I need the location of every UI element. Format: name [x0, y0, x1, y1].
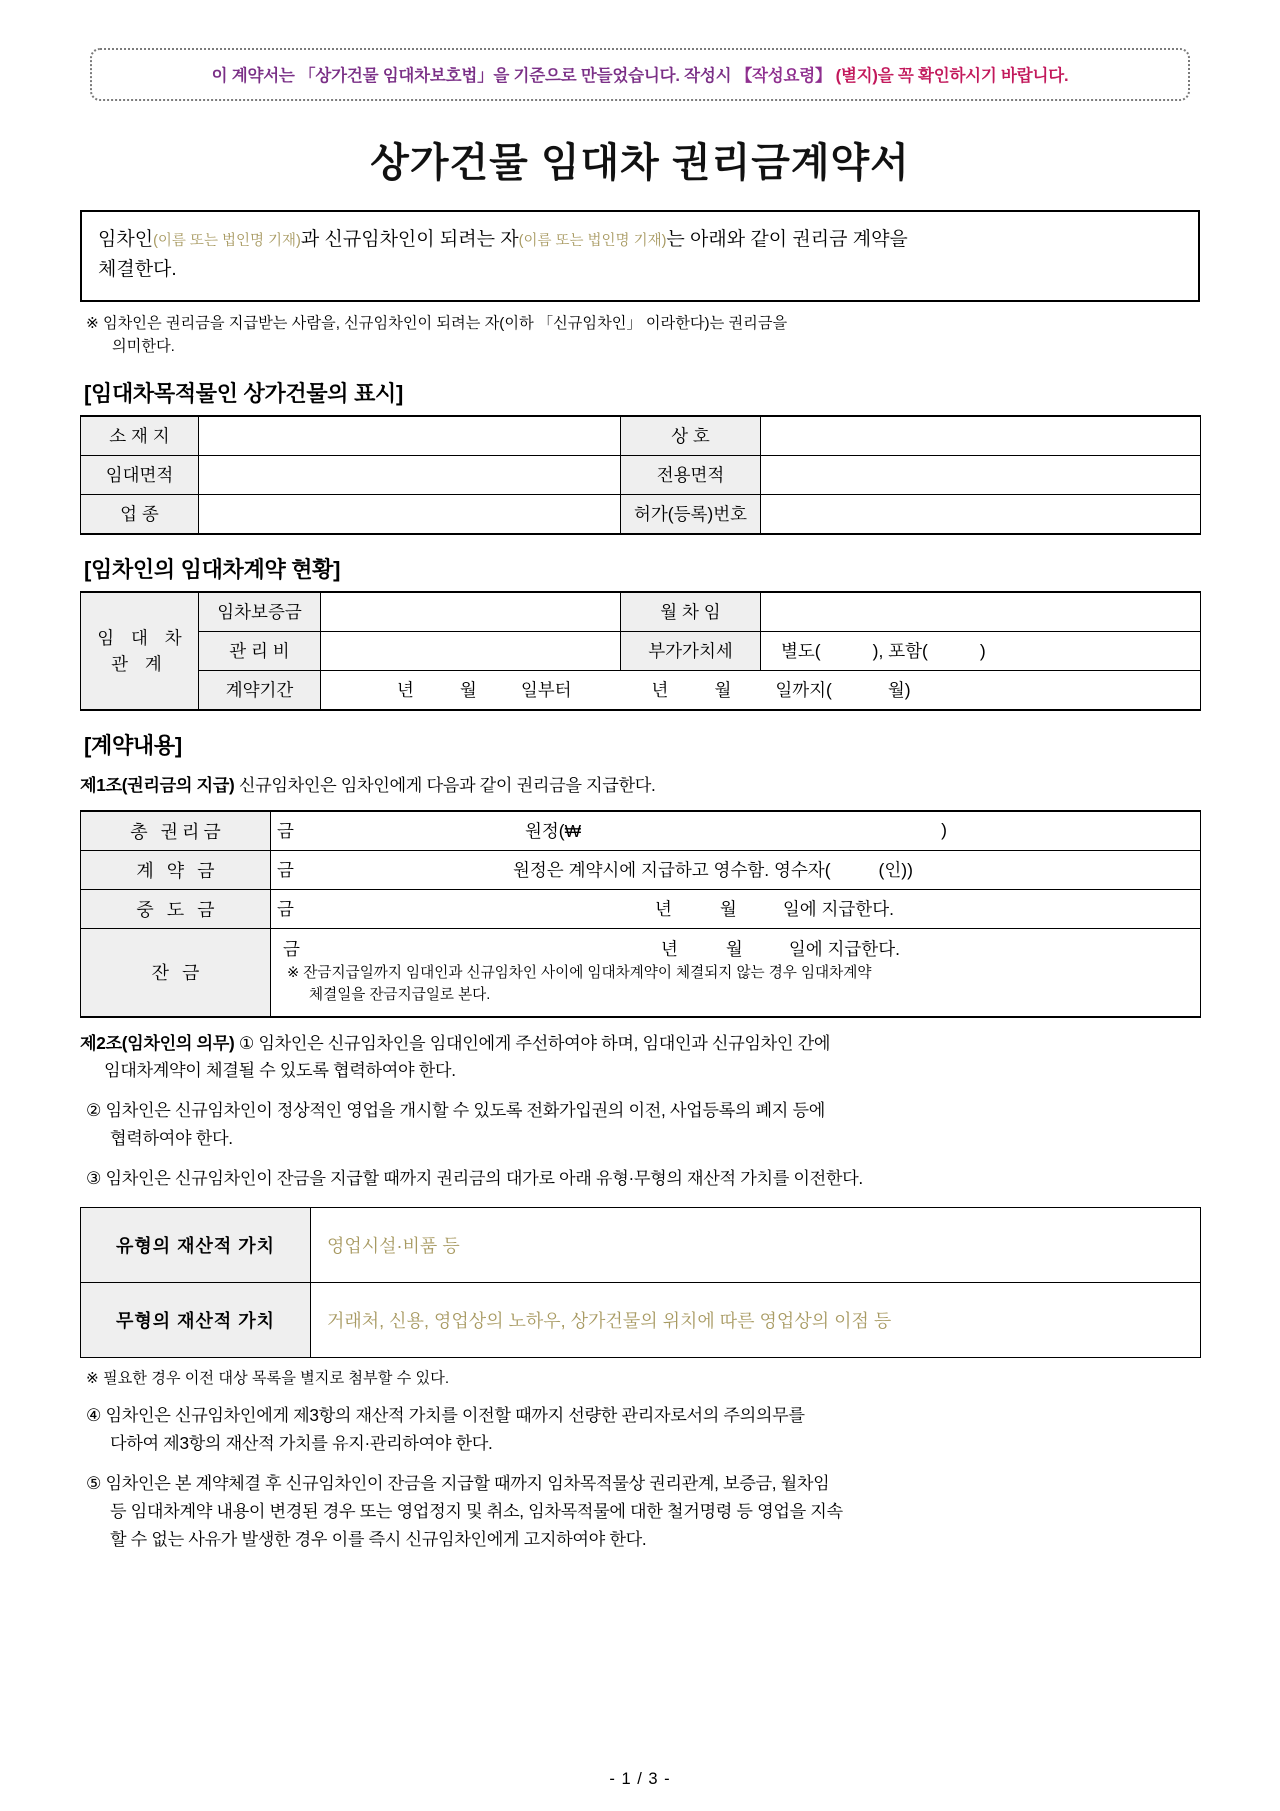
section-heading-property: [임대차목적물인 상가건물의 표시]: [84, 380, 404, 406]
asset-footnote-text: 필요한 경우 이전 대상 목록을 별지로 첨부할 수 있다.: [102, 1369, 450, 1387]
label-balance-payment: 잔 금: [81, 928, 271, 1016]
label-total-premium: 총 권리금: [81, 811, 271, 851]
page-footer: - 1 / 3 -: [609, 1770, 671, 1788]
article-1-text: 신규임차인은 임차인에게 다음과 같이 권리금을 지급한다.: [234, 774, 656, 795]
section-heading-contract-content: [계약내용]: [84, 732, 182, 758]
vat-close-paren: ): [979, 641, 986, 662]
balance-payment-year: 년: [661, 938, 678, 959]
notice-text-part3: (별지)을 꼭 확인하시기 바랍니다.: [831, 67, 1069, 85]
article-2-clause-4: [80, 1402, 1200, 1458]
field-exclusive-area[interactable]: [761, 455, 1201, 494]
label-lease-relation-line1: 임 대 차: [97, 627, 188, 648]
asset-value-table: [80, 1207, 1201, 1358]
period-day-to: 일까지(: [775, 680, 832, 701]
contract-period-inner: [327, 677, 1194, 702]
field-tangible-assets[interactable]: 영업시설·비품 등: [311, 1207, 1201, 1282]
period-month-to: 월: [714, 680, 732, 701]
period-year-from: 년: [397, 680, 414, 701]
table-row: [81, 494, 1201, 534]
interim-payment-day: 일에 지급한다.: [782, 899, 894, 920]
article-2-label: 제2조(임차인의 의무): [80, 1032, 235, 1053]
table-row: [81, 631, 1201, 670]
table-row: [81, 455, 1201, 494]
notice-text-part1: 이 계약서는 「상가건물 임대차보호법」을 기준으로 만들었습니다. 작성시: [211, 67, 736, 85]
table-row: [81, 670, 1201, 710]
balance-payment-geum: 금: [283, 938, 300, 959]
label-permit-number: 허가(등록)번호: [621, 494, 761, 534]
field-balance-payment[interactable]: [271, 928, 1201, 1016]
total-premium-close: ): [941, 820, 947, 841]
interim-payment-row: [277, 896, 1194, 921]
field-vat[interactable]: [761, 631, 1201, 670]
field-lease-area[interactable]: [199, 455, 621, 494]
article-2-clause-2: [80, 1097, 1200, 1153]
balance-note-line2: 체결일을 잔금지급일로 본다.: [309, 986, 491, 1003]
field-down-payment[interactable]: [271, 850, 1201, 889]
field-interim-payment[interactable]: [271, 889, 1201, 928]
article-2-clause4-line2: 다하여 제3항의 재산적 가치를 유지·관리하여야 한다.: [110, 1433, 493, 1454]
total-premium-row: [277, 818, 1194, 843]
label-trade-name: 상 호: [621, 416, 761, 456]
article-2-clause-3: [80, 1165, 1200, 1193]
balance-payment-month: 월: [725, 938, 743, 959]
intro-seg2: 과 신규임차인이 되려는 자: [300, 229, 519, 250]
label-vat: 부가가치세: [621, 631, 761, 670]
article-2-clause2-line1: ② 임차인은 신규임차인이 정상적인 영업을 개시할 수 있도록 전화가입권의 이전, 사업등록의 폐지 등에: [86, 1100, 825, 1121]
balance-payment-day: 일에 지급한다.: [788, 938, 900, 959]
table-row: [81, 416, 1201, 456]
intro-annotation-2: (이름 또는 법인명 기재): [518, 233, 667, 249]
label-lease-relation: [81, 592, 199, 710]
balance-note-line1: 잔금지급일까지 임대인과 신규임차인 사이에 임대차계약이 체결되지 않는 경우 임대차계약: [303, 964, 872, 981]
down-payment-text: 원정은 계약시에 지급하고 영수함. 영수자(: [513, 860, 831, 881]
interim-payment-geum: 금: [277, 899, 294, 920]
premium-payment-table: [80, 810, 1201, 1018]
section-heading-lease-status: [임차인의 임대차계약 현황]: [84, 556, 341, 582]
label-lease-area: 임대면적: [81, 455, 199, 494]
intro-seg3: 는 아래와 같이 권리금 계약을: [666, 229, 908, 250]
lease-status-table: [80, 591, 1201, 711]
article-2-clause1-line1: ① 임차인은 신규임차인을 임대인에게 주선하여야 하며, 임대인과 신규임차인 간에: [234, 1032, 831, 1053]
period-year-to: 년: [651, 680, 669, 701]
footnote-mark: ※: [86, 314, 99, 332]
table-row: [81, 889, 1201, 928]
article-2-clause5-line3: 할 수 없는 사유가 발생한 경우 이를 즉시 신규임차인에게 고지하여야 한다.: [110, 1528, 647, 1549]
label-contract-period: 계약기간: [199, 670, 321, 710]
balance-note-mark: ※: [287, 964, 300, 981]
vat-included-label: ), 포함(: [872, 641, 928, 662]
balance-payment-note: [277, 963, 1194, 1014]
label-address: 소 재 지: [81, 416, 199, 456]
table-row: [81, 592, 1201, 632]
intro-seg4: 체결한다.: [98, 259, 177, 281]
page-content: [80, 0, 1200, 1554]
interim-payment-month: 월: [719, 899, 737, 920]
intro-annotation-1: (이름 또는 법인명 기재): [153, 233, 301, 249]
label-deposit: 임차보증금: [199, 592, 321, 632]
intro-seg1: 임차인: [98, 229, 154, 250]
down-payment-row: [277, 857, 1194, 882]
field-address[interactable]: [199, 416, 621, 456]
label-down-payment: 계 약 금: [81, 850, 271, 889]
asset-footnote-mark: ※: [86, 1369, 99, 1387]
field-trade-name[interactable]: [761, 416, 1201, 456]
article-2-clause-1: [80, 1030, 1200, 1086]
vat-options: [767, 641, 986, 661]
label-lease-relation-line2: 관 계: [111, 653, 168, 674]
field-business-type[interactable]: [199, 494, 621, 534]
label-exclusive-area: 전용면적: [621, 455, 761, 494]
down-payment-receiver-seal: (인)): [878, 860, 913, 881]
article-2-clause5-line2: 등 임대차계약 내용이 변경된 경우 또는 영업정지 및 취소, 임차목적물에 대한 철거명령 등 영업을 지속: [110, 1500, 843, 1521]
field-total-premium[interactable]: [271, 811, 1201, 851]
label-intangible-assets: 무형의 재산적 가치: [81, 1282, 311, 1357]
article-2-clause5-line1: ⑤ 임차인은 본 계약체결 후 신규임차인이 잔금을 지급할 때까지 임차목적물상 권리관계, 보증금, 월차임: [86, 1473, 830, 1494]
intro-footnote: [80, 312, 1200, 359]
table-row: [81, 811, 1201, 851]
field-deposit[interactable]: [321, 592, 621, 632]
article-2-clause2-line2: 협력하여야 한다.: [110, 1128, 233, 1149]
intro-statement-box: [80, 210, 1200, 302]
total-premium-geum: 금: [277, 821, 294, 842]
label-business-type: 업 종: [81, 494, 199, 534]
footnote-line2: 의미한다.: [112, 338, 175, 356]
field-permit-number[interactable]: [761, 494, 1201, 534]
interim-payment-year: 년: [655, 899, 672, 920]
article-2-clause1-line2: 임대차계약이 체결될 수 있도록 협력하여야 한다.: [104, 1060, 456, 1081]
table-row: [81, 928, 1201, 1016]
period-day-from: 일부터: [520, 680, 572, 701]
field-management-fee[interactable]: [321, 631, 621, 670]
down-payment-geum: 금: [277, 860, 294, 881]
footnote-line1: 임차인은 권리금을 지급받는 사람을, 신규임차인이 되려는 자(이하 「신규임차인」 이라한다)는 권리금을: [102, 314, 788, 332]
total-premium-unit: 원정(₩: [525, 821, 582, 842]
period-months-total: 월): [887, 680, 911, 701]
label-management-fee: 관 리 비: [199, 631, 321, 670]
table-row: [81, 1207, 1201, 1282]
notice-text-highlight: 【작성요령】: [735, 67, 832, 85]
label-tangible-assets: 유형의 재산적 가치: [81, 1207, 311, 1282]
article-1-label: 제1조(권리금의 지급): [80, 774, 235, 795]
period-month-from: 월: [459, 680, 477, 701]
article-2-clause4-line1: ④ 임차인은 신규임차인에게 제3항의 재산적 가치를 이전할 때까지 선량한 관리자로서의 주의의무를: [86, 1405, 805, 1426]
notice-banner-text: [212, 67, 1069, 85]
table-row: [81, 1282, 1201, 1357]
label-monthly-rent: 월 차 임: [621, 592, 761, 632]
page-title: 상가건물 임대차 권리금계약서: [370, 141, 910, 185]
article-1-paragraph: [80, 772, 1200, 800]
label-interim-payment: 중 도 금: [81, 889, 271, 928]
field-monthly-rent[interactable]: [761, 592, 1201, 632]
field-contract-period[interactable]: [321, 670, 1201, 710]
property-info-table: [80, 415, 1201, 535]
asset-table-footnote: [80, 1367, 1200, 1391]
field-intangible-assets[interactable]: 거래처, 신용, 영업상의 노하우, 상가건물의 위치에 따른 영업상의 이점 등: [311, 1282, 1201, 1357]
article-2-clause3-text: ③ 임차인은 신규임차인이 잔금을 지급할 때까지 권리금의 대가로 아래 유형·무형의 재산적 가치를 이전한다.: [86, 1167, 863, 1188]
article-2-clause-5: [80, 1470, 1200, 1554]
notice-banner: [90, 48, 1190, 101]
table-row: [81, 850, 1201, 889]
vat-separate-label: 별도(: [781, 641, 821, 662]
balance-payment-row: [277, 931, 1194, 963]
